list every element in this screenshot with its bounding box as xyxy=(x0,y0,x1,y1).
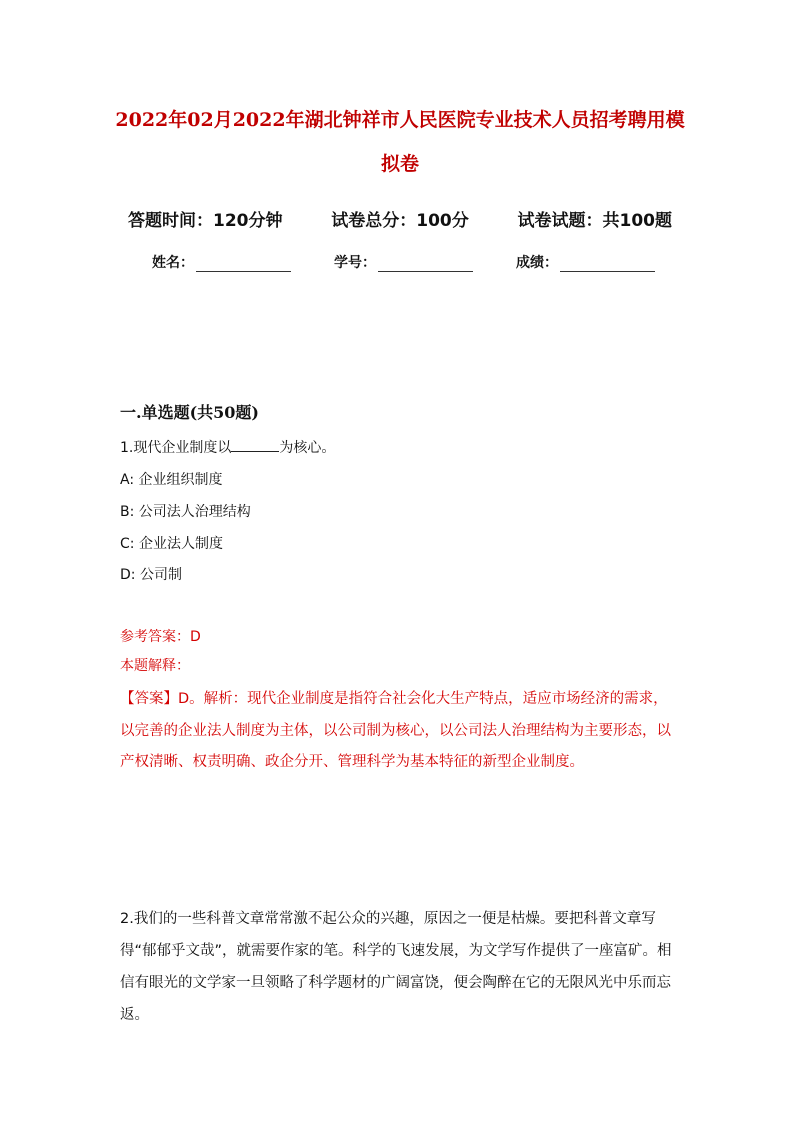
score-label: 成绩： xyxy=(516,255,558,271)
question-1-stem xyxy=(120,437,335,458)
exam-time: 答题时间：120分钟 xyxy=(128,211,283,231)
section-heading: 一.单选题(共50题) xyxy=(120,403,259,422)
exam-title xyxy=(100,98,700,186)
question-1-option-d[interactable]: D: 公司制 xyxy=(120,567,182,583)
name-blank[interactable] xyxy=(196,257,291,272)
id-field xyxy=(334,252,473,272)
question-1-explanation: 【答案】D。解析：现代企业制度是指符合社会化大生产特点，适应市场经济的需求，以完善的企业法人制度为主体，以公司制为核心，以公司法人治理结构为主要形态，以产权清晰、权责明确、政企分开、管理科学为基本特征的新型企业制度。 xyxy=(120,691,671,770)
question-1-explain-label: 本题解释： xyxy=(120,658,190,674)
score-blank[interactable] xyxy=(560,257,655,272)
exam-meta xyxy=(100,206,700,231)
exam-title-line2: 拟卷 xyxy=(380,153,419,175)
exam-title-line1: 2022年02月2022年湖北钟祥市人民医院专业技术人员招考聘用模 xyxy=(115,109,685,131)
name-label: 姓名： xyxy=(152,255,194,271)
question-1-answer: 参考答案：D xyxy=(120,629,201,645)
id-blank[interactable] xyxy=(378,257,473,272)
exam-question-count: 试卷试题：共100题 xyxy=(517,211,672,231)
question-1-option-a[interactable]: A: 企业组织制度 xyxy=(120,472,223,488)
question-1-option-c[interactable]: C: 企业法人制度 xyxy=(120,536,223,552)
question-1-stem-before: 1.现代企业制度以 xyxy=(120,440,232,456)
name-field xyxy=(152,252,291,272)
question-1-stem-after: 为核心。 xyxy=(279,440,336,456)
score-field xyxy=(516,252,655,272)
question-2-stem: 2.我们的一些科普文章常常激不起公众的兴趣，原因之一便是枯燥。要把科普文章写得“郁郁乎文哉”，就需要作家的笔。科学的飞速发展，为文学写作提供了一座富矿。相信有眼光的文学家一旦领略了科学题材的广阔富饶，便会陶醉在它的无限风光中乐而忘返。 xyxy=(120,911,672,1023)
id-label: 学号： xyxy=(334,255,376,271)
student-fields xyxy=(100,252,700,272)
question-1-option-b[interactable]: B: 公司法人治理结构 xyxy=(120,504,251,520)
question-1-blank xyxy=(231,437,279,452)
exam-total-score: 试卷总分：100分 xyxy=(331,211,469,231)
